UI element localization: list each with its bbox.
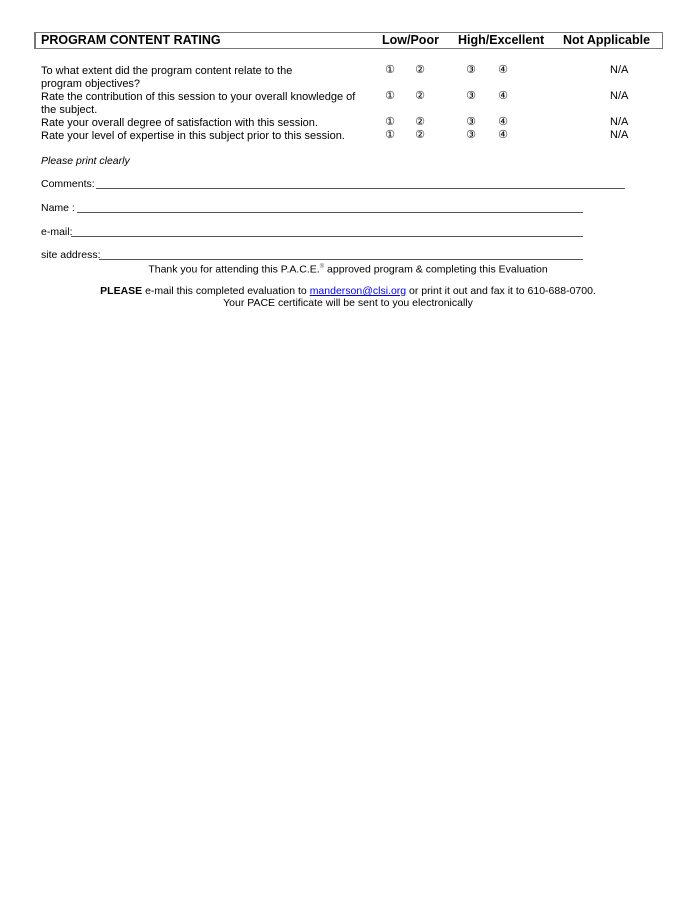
rating-2-option[interactable]: ② [415,116,425,128]
rating-4-option[interactable]: ④ [498,129,508,141]
question-4-text: Rate your level of expertise in this subject prior to this session. [41,130,345,142]
na-option[interactable]: N/A [610,90,629,102]
rating-1-option[interactable]: ① [385,129,395,141]
name-label: Name : [41,202,75,214]
question-2-text-cont: the subject. [41,104,98,116]
email-field[interactable] [71,236,583,237]
site-address-field[interactable] [99,259,583,260]
name-field[interactable] [77,212,583,213]
site-address-label: site address: [41,249,101,261]
submission-instructions: PLEASE e-mail this completed evaluation to manderson@clsi.org or print it out and fax it to 610-688-0700. [100,285,596,297]
email-label: e-mail: [41,226,73,238]
rating-4-option[interactable]: ④ [498,64,508,76]
na-option[interactable]: N/A [610,129,629,141]
comments-label: Comments: [41,178,95,190]
rating-2-option[interactable]: ② [415,64,425,76]
comments-field[interactable] [96,188,625,189]
rating-2-option[interactable]: ② [415,90,425,102]
na-option[interactable]: N/A [610,116,629,128]
column-not-applicable: Not Applicable [563,33,651,47]
rating-3-option[interactable]: ③ [466,64,476,76]
certificate-note: Your PACE certificate will be sent to you electronically [223,297,473,309]
column-high-excellent: High/Excellent [458,33,545,47]
registered-mark: ® [319,264,325,270]
please-emphasis: PLEASE [100,285,143,297]
print-instruction: Please print clearly [41,155,130,167]
rating-3-option[interactable]: ③ [466,129,476,141]
column-low-poor: Low/Poor [382,33,439,47]
rating-2-option[interactable]: ② [415,129,425,141]
question-1-text-cont: program objectives? [41,78,141,90]
na-option[interactable]: N/A [610,64,629,76]
rating-1-option[interactable]: ① [385,116,395,128]
question-2-text: Rate the contribution of this session to your overall knowledge of [41,91,356,103]
rating-3-option[interactable]: ③ [466,116,476,128]
rating-4-option[interactable]: ④ [498,116,508,128]
thank-you-message: Thank you for attending this P.A.C.E.® approved program & completing this Evaluation [148,263,548,276]
email-link[interactable]: manderson@clsi.org [309,285,407,297]
rating-3-option[interactable]: ③ [466,90,476,102]
rating-1-option[interactable]: ① [385,90,395,102]
question-1-text: To what extent did the program content relate to the [41,65,293,77]
rating-1-option[interactable]: ① [385,64,395,76]
rating-4-option[interactable]: ④ [498,90,508,102]
section-title: PROGRAM CONTENT RATING [41,33,221,47]
question-3-text: Rate your overall degree of satisfaction with this session. [41,117,318,129]
